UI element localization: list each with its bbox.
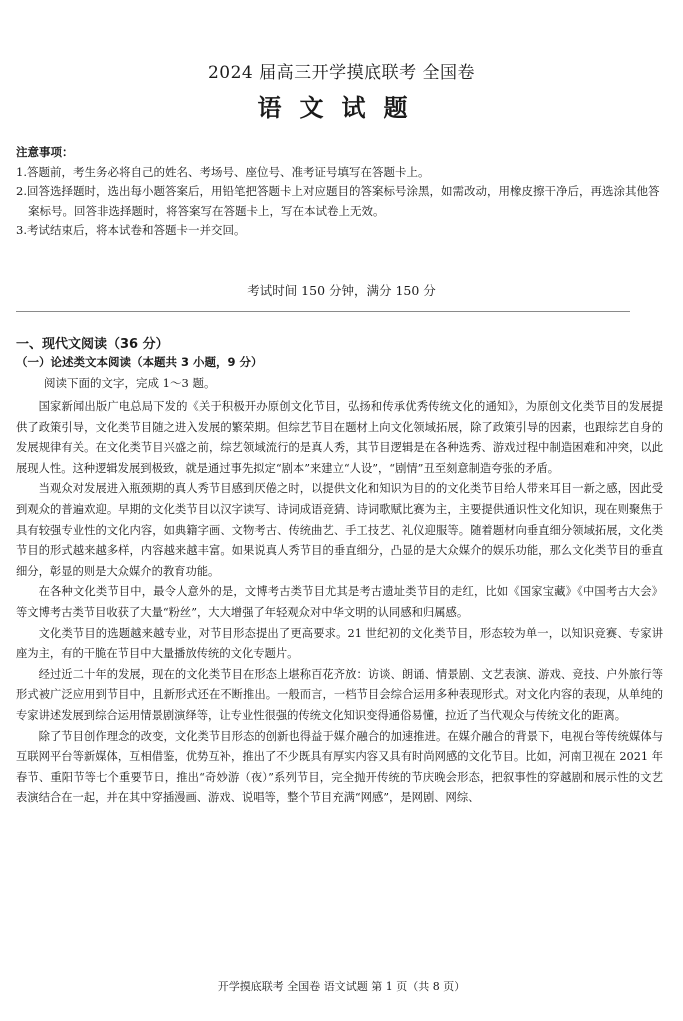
passage-paragraph: 当观众对发展进入瓶颈期的真人秀节目感到厌倦之时，以提供文化和知识为目的的文化类节目给人带来耳目一新之感，因此受到观众的普遍欢迎。早期的文化类节目以汉字读写、诗词成语竞猜、诗词歌赋比赛为主，主要提供通识性文化知识，现在则聚焦于具有较强专业性的文化内容，如典籍字画、文物考古、传统曲艺、手工技艺、礼仪迎服等。随着题材向垂直细分领域拓展，文化类节目的形式越来越多样，内容越来越丰富。如果说真人秀节目的垂直细分，凸显的是大众媒介的娱乐功能，那么文化类节目的垂直细分，彰显的则是大众媒介的教育功能。	[16, 482, 663, 578]
passage-paragraph: 经过近二十年的发展，现在的文化类节目在形态上堪称百花齐放：访谈、朗诵、情景剧、文艺表演、游戏、竞技、户外旅行等形式被广泛应用到节目中，且新形式还在不断推出。一般而言，一档节目会综合运用多种表现形式。对文化内容的表现，从单纯的专家讲述发展到综合运用情景剧演绎等，让专业性很强的传统文化知识变得通俗易懂，拉近了当代观众与传统文化的距离。	[16, 667, 663, 722]
subject-title: 语文试题	[257, 93, 426, 122]
note-item-2: 2.回答选择题时，选出每小题答案后，用铅笔把答题卡上对应题目的答案标号涂黑，如需改动，用橡皮擦干净后，再选涂其他答案标号。回答非选择题时，将答案写在答题卡上，写在本试卷上无效。	[16, 184, 660, 218]
passage-paragraph: 在各种文化类节目中，最令人意外的是，文博考古类节目尤其是考古遗址类节目的走红，比如《国家宝藏》《中国考古大会》等文博考古类节目收获了大量“粉丝”，大大增强了年轻观众对中华文明的认同感和归属感。	[16, 585, 663, 619]
section-heading: 一、现代文阅读（36 分）	[16, 337, 169, 352]
passage-paragraph: 国家新闻出版广电总局下发的《关于积极开办原创文化节目，弘扬和传承优秀传统文化的通知》，为原创文化类节目的发展提供了政策引导，文化类节目随之进入发展的繁荣期。但综艺节目在题材上向文化领域拓展，除了政策引导的因素，也跟综艺自身的发展规律有关。在文化类节目兴盛之前，综艺领域流行的是真人秀，其节目逻辑是在各种选秀、游戏过程中制造困难和冲突，以此展现人性。这种逻辑发展到极致，就是通过事先拟定“剧本”来建立“人设”，“剧情”丑至刻意制造夸张的矛盾。	[16, 400, 663, 475]
notes-block	[16, 143, 661, 241]
passage-paragraph: 除了节目创作理念的改变，文化类节目形态的创新也得益于媒介融合的加速推进。在媒介融合的背景下，电视台等传统媒体与互联网平台等新媒体，互相借鉴，优势互补，推出了不少既具有厚实内容又具有时尚网感的文化节目。比如，河南卫视在 2021 年春节、重阳节等七个重要节日，推出“奇妙游（夜）”系列节目，完全抛开传统的节庆晚会形态，把叙事性的穿越剧和展示性的文艺表演结合在一起，并在其中穿插漫画、游戏、说唱等，整个节目充满“网感”，是网剧、网综、	[16, 729, 663, 805]
passage-paragraph: 文化类节目的选题越来越专业，对节目形态提出了更高要求。21 世纪初的文化类节目，形态较为单一，以知识竞赛、专家讲座为主，有的干脆在节目中大量播放传统的文化专题片。	[16, 626, 663, 661]
exam-title: 2024 届高三开学摸底联考 全国卷	[207, 63, 476, 83]
note-item-3: 3.考试结束后，将本试卷和答题卡一并交回。	[16, 223, 246, 237]
exam-time-line: 考试时间 150 分钟，满分 150 分	[247, 283, 436, 298]
reading-instruction: 阅读下面的文字，完成 1～3 题。	[44, 376, 216, 390]
note-item-1: 1.答题前，考生务必将自己的姓名、考场号、座位号、准考证号填写在答题卡上。	[16, 164, 430, 179]
section-subheading: （一）论述类文本阅读（本题共 3 小题，9 分）	[16, 355, 263, 369]
notes-heading: 注意事项：	[16, 145, 74, 159]
reading-passage	[16, 397, 663, 809]
divider-line	[16, 311, 630, 312]
page-footer: 开学摸底联考 全国卷 语文试题 第 1 页（共 8 页）	[217, 980, 466, 993]
